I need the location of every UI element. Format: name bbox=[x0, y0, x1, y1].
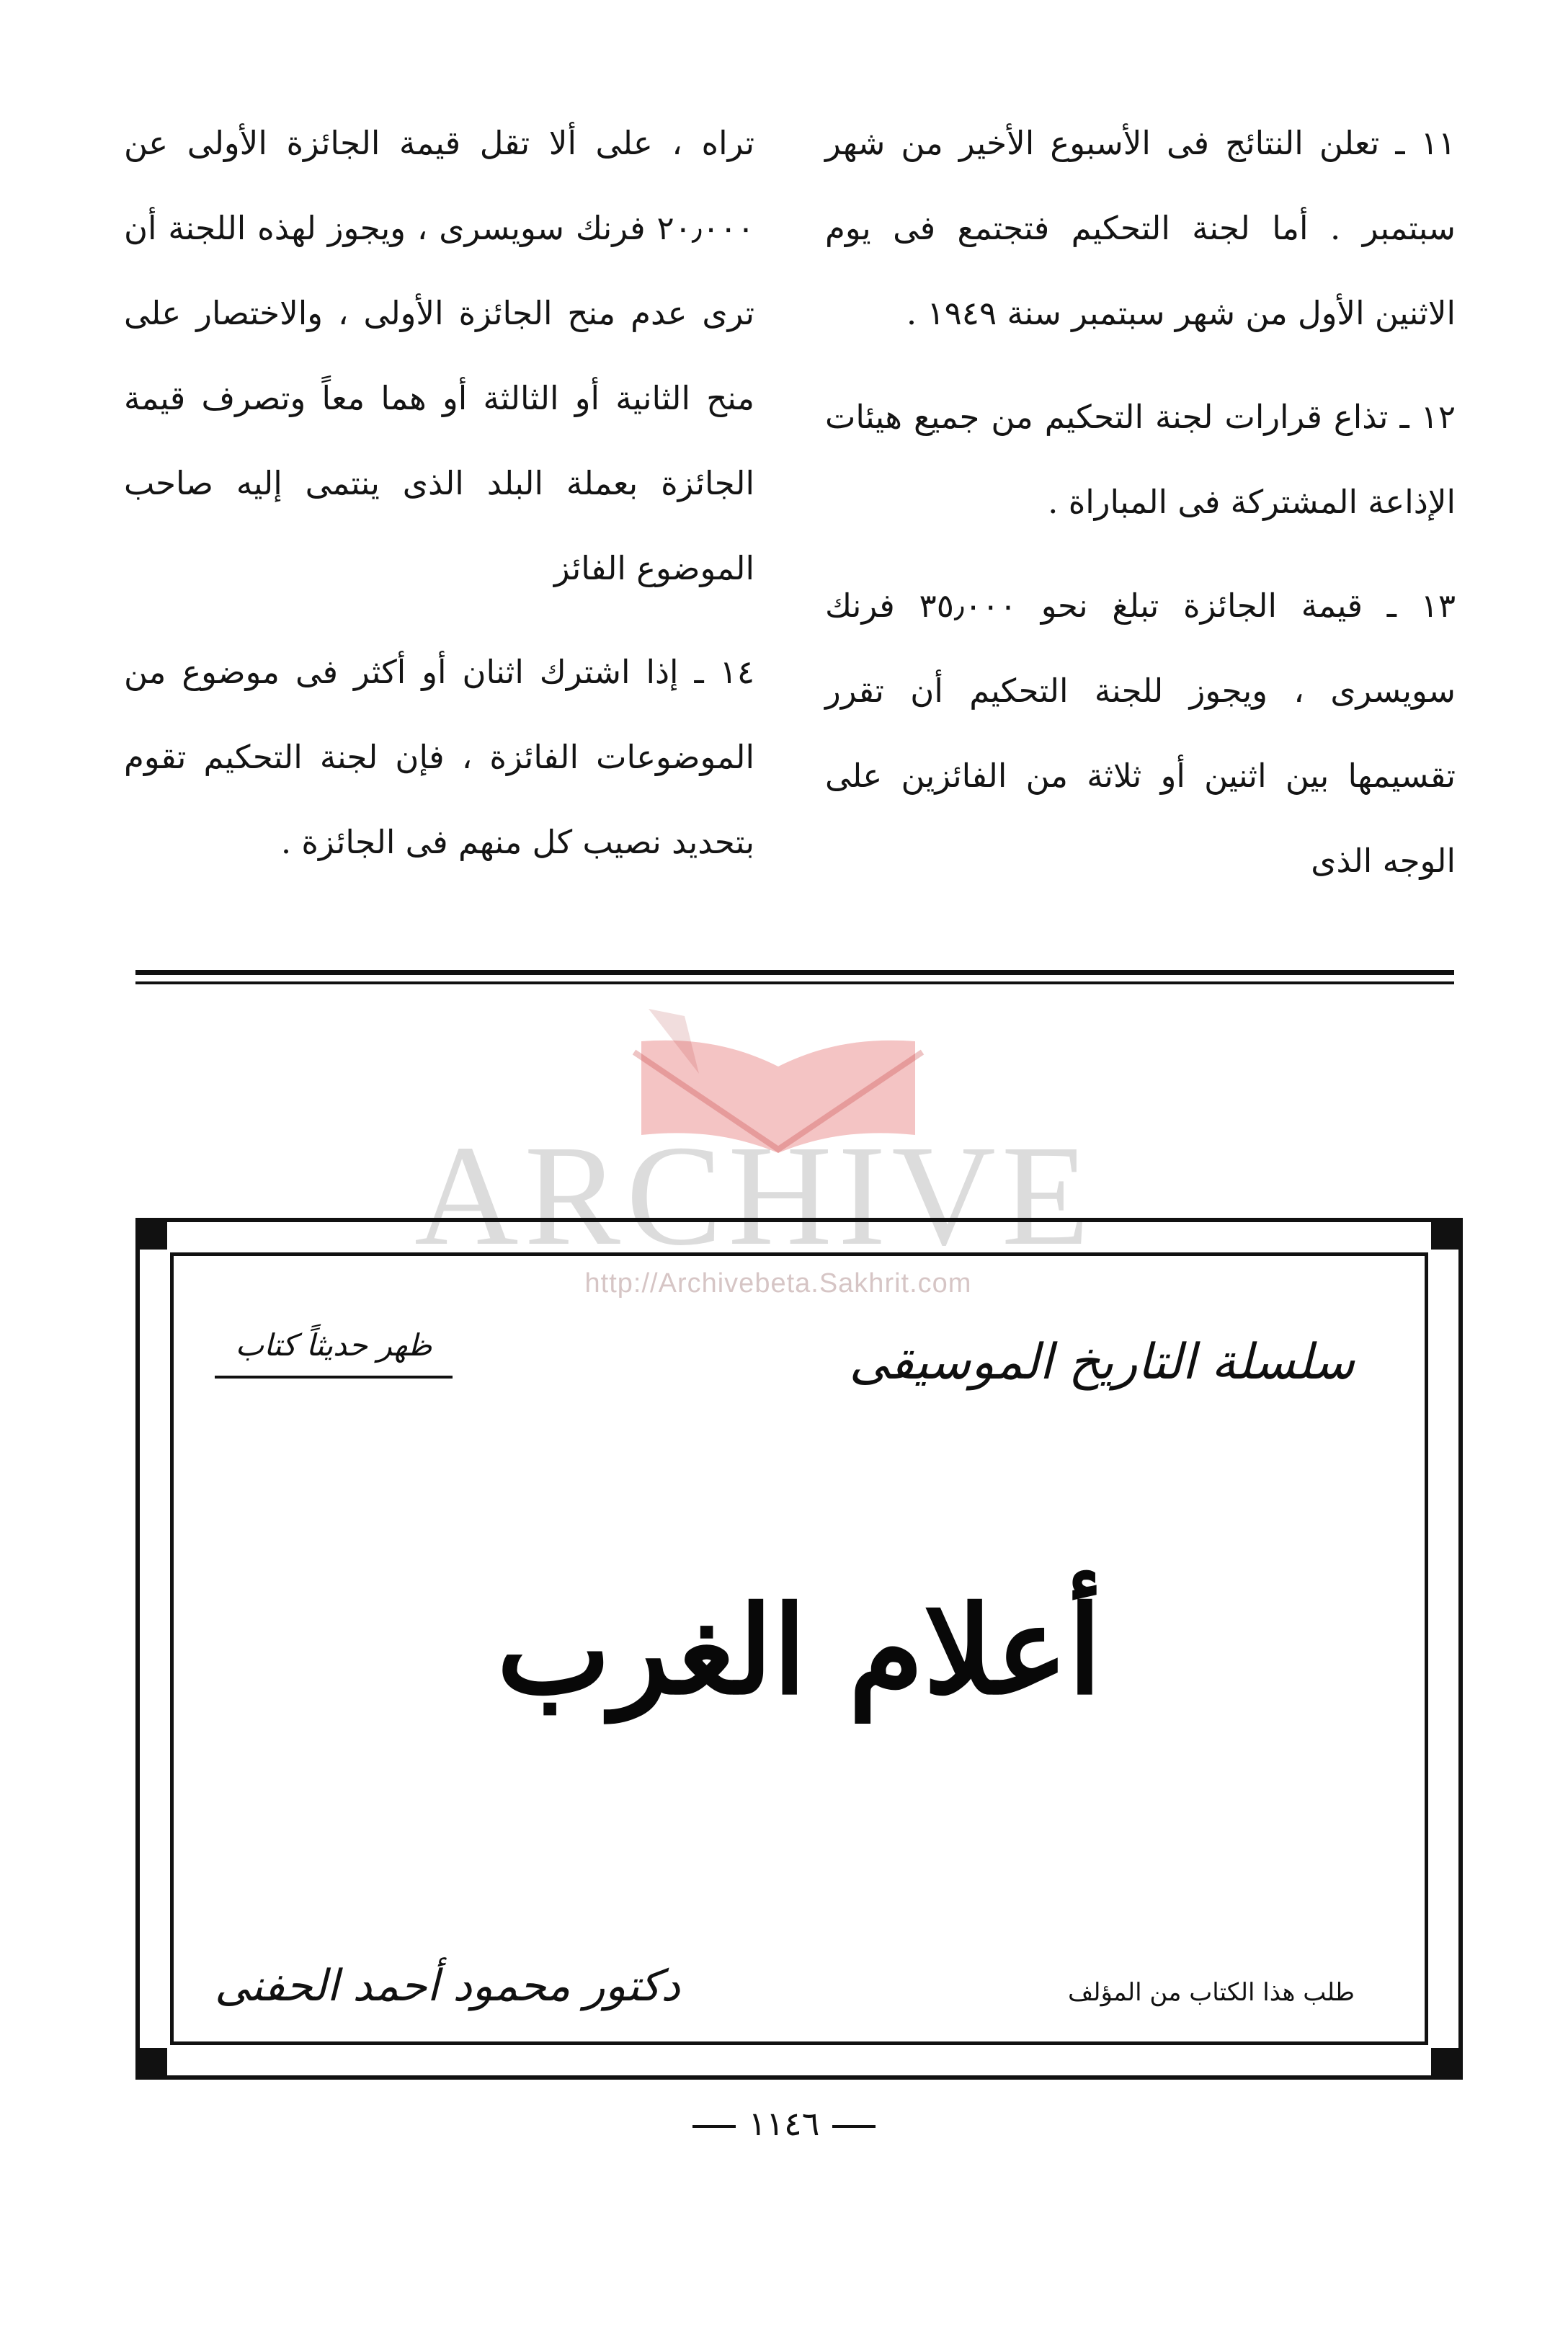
new-release-label: ظهر حديثاً كتاب bbox=[215, 1326, 453, 1379]
corner-ornament bbox=[135, 2048, 167, 2080]
book-author: دكتور محمود أحمد الحفنى bbox=[215, 1961, 680, 2011]
watermark-title: ARCHIVE bbox=[414, 1116, 1095, 1275]
series-name: سلسلة التاريخ الموسيقى bbox=[849, 1334, 1355, 1391]
corner-ornament bbox=[1431, 2048, 1463, 2080]
page-number-footer bbox=[0, 2104, 1568, 2143]
book-advertisement bbox=[135, 1218, 1463, 2080]
watermark-url: http://Archivebeta.Sakhrit.com bbox=[584, 1268, 972, 1299]
corner-ornament bbox=[135, 1218, 167, 1250]
section-divider-thin bbox=[135, 981, 1454, 984]
clause-13-continued: تراه ، على ألا تقل قيمة الجائزة الأولى عن ٢٠٫٠٠٠ فرنك سويسرى ، ويجوز لهذه اللجنة أن ترى عدم منح الجائزة الأولى ، والاختصار على منح الثانية أو الثالثة أو هما معاً وتصرف قيمة الجائزة بعملة البلد الذى ينتمى إليه صاحب الموضوع الفائز bbox=[124, 124, 754, 587]
article-column-left bbox=[124, 101, 754, 885]
page-number: ١١٤٦ bbox=[748, 2104, 820, 2143]
section-divider-thick bbox=[135, 970, 1454, 975]
corner-ornament bbox=[1431, 1218, 1463, 1250]
clause-14: ١٤ ـ إذا اشترك اثنان أو أكثر فى موضوع من الموضوعات الفائزة ، فإن لجنة التحكيم تقوم بتحديد نصيب كل منهم فى الجائزة . bbox=[124, 653, 754, 861]
clause-11: ١١ ـ تعلن النتائج فى الأسبوع الأخير من شهر سبتمبر . أما لجنة التحكيم فتجتمع فى يوم الاثنين الأول من شهر سبتمبر سنة ١٩٤٩ . bbox=[825, 124, 1456, 332]
dash-left bbox=[832, 2125, 876, 2128]
clause-12: ١٢ ـ تذاع قرارات لجنة التحكيم من جميع هيئات الإذاعة المشتركة فى المباراة . bbox=[825, 398, 1456, 521]
order-note: طلب هذا الكتاب من المؤلف bbox=[1067, 1978, 1355, 2007]
clause-13: ١٣ ـ قيمة الجائزة تبلغ نحو ٣٥٫٠٠٠ فرنك سويسرى ، ويجوز للجنة التحكيم أن تقرر تقسيمها بين اثنين أو ثلاثة من الفائزين على الوجه الذى bbox=[825, 587, 1456, 880]
article-column-right bbox=[825, 101, 1456, 904]
book-title: أعلام الغرب bbox=[496, 1579, 1102, 1722]
dash-right bbox=[692, 2125, 736, 2128]
